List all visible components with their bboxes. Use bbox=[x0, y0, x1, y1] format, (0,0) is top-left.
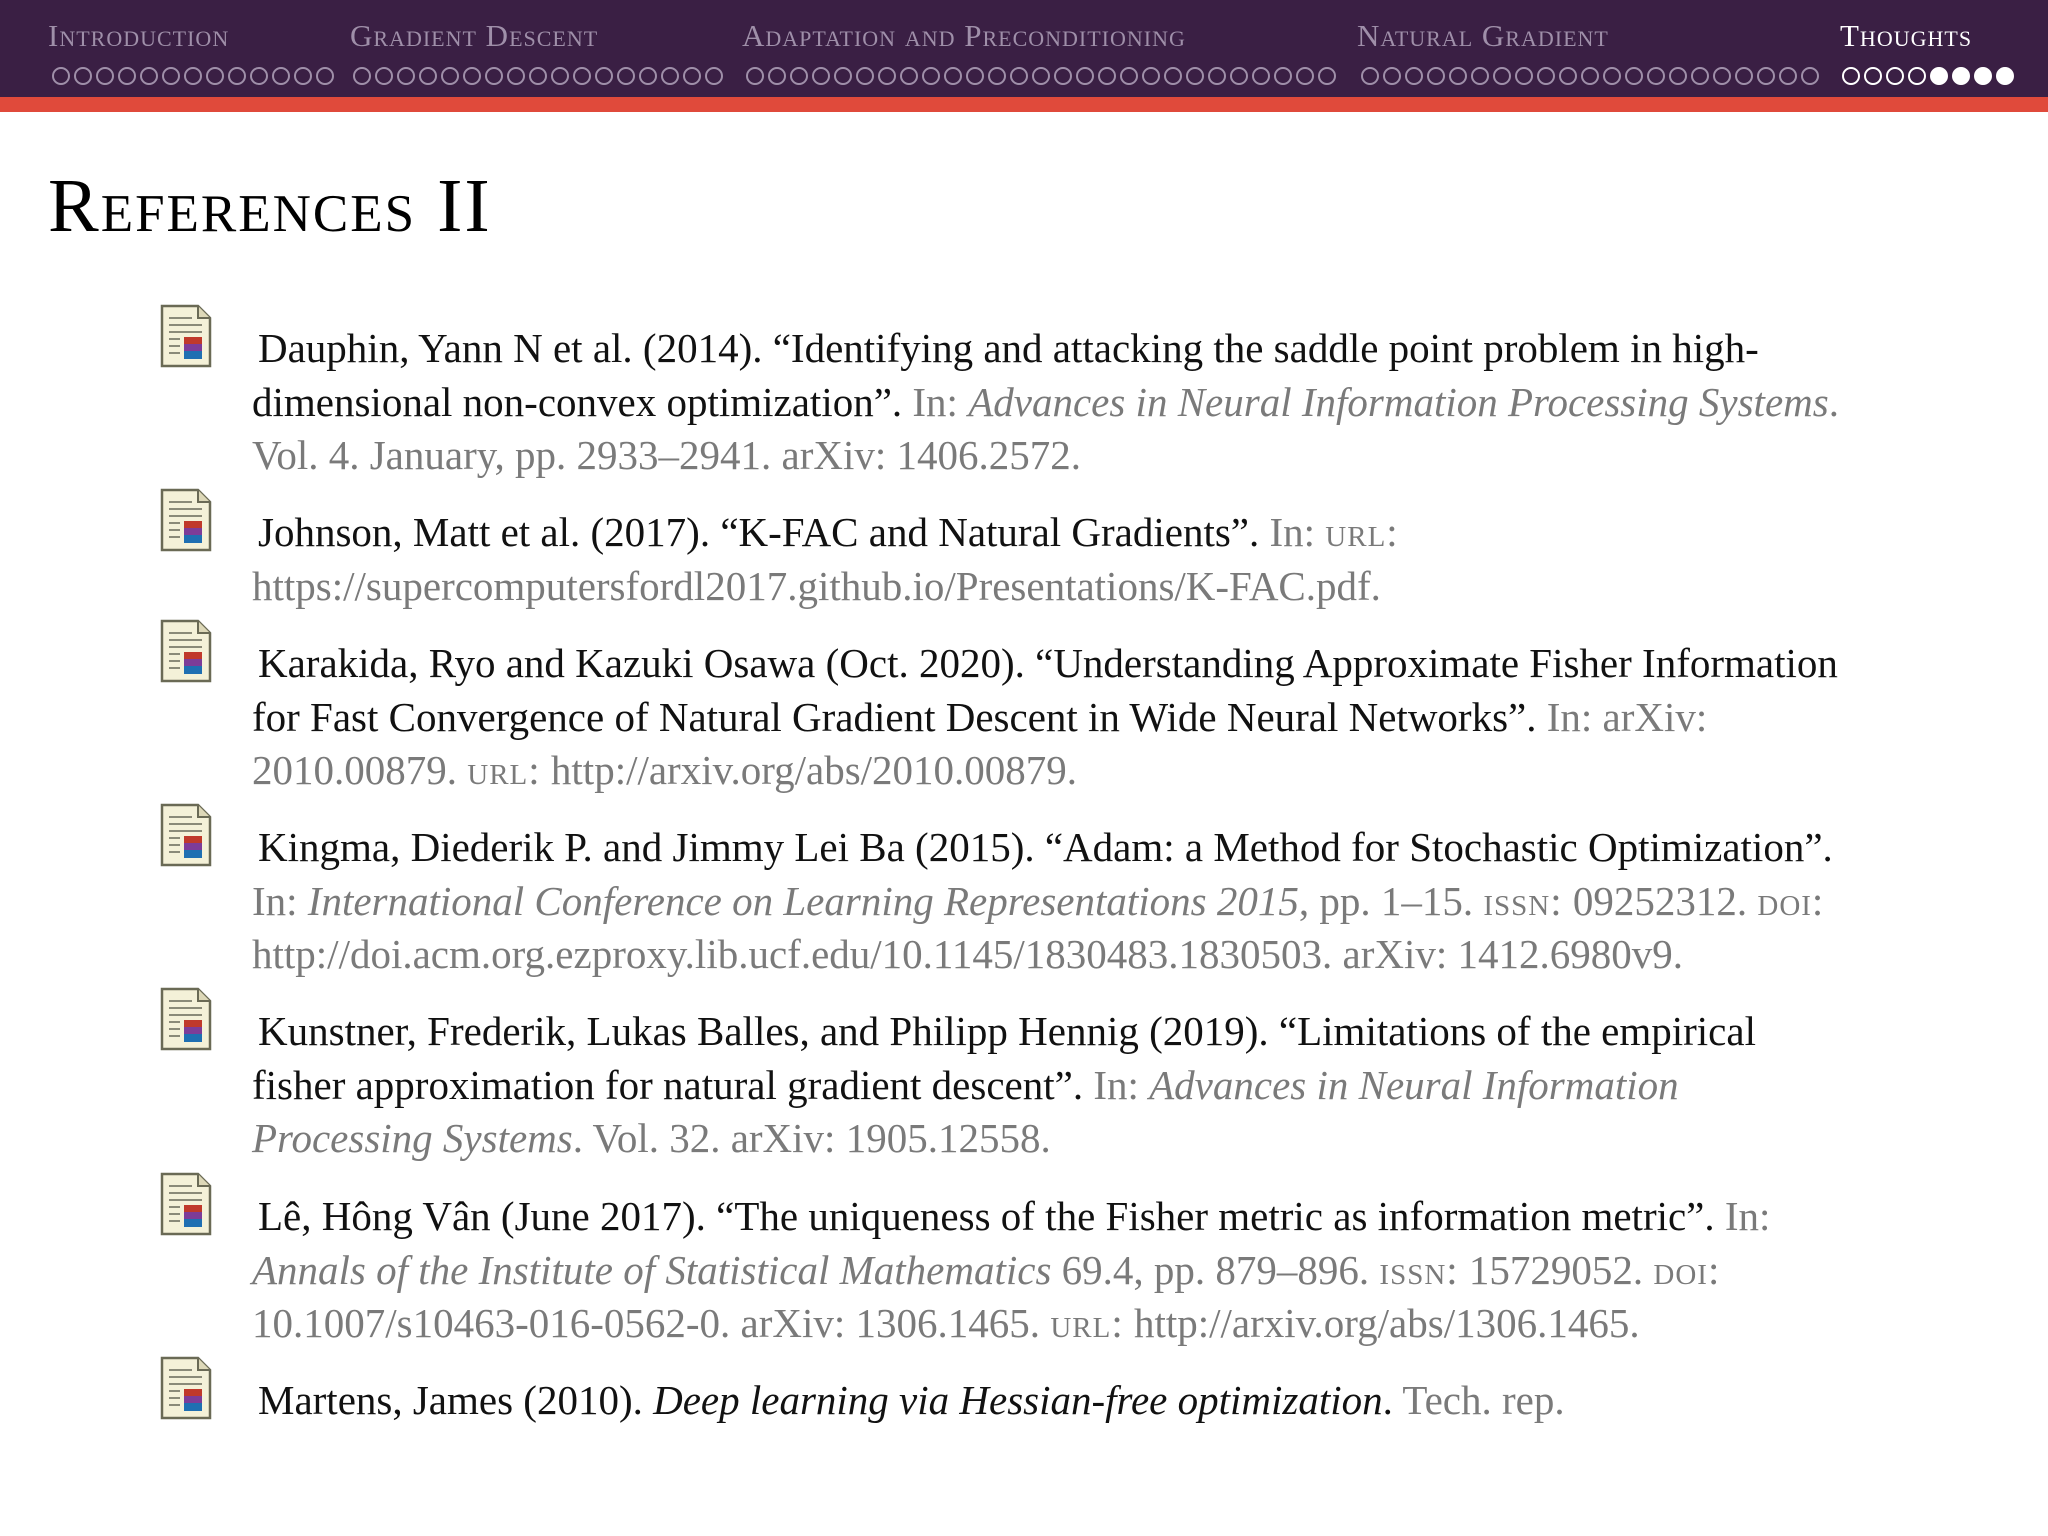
navigation-bar bbox=[0, 0, 2048, 97]
document-icon bbox=[160, 1356, 212, 1420]
nav-dots-thoughts[interactable] bbox=[1842, 67, 2014, 85]
nav-progress-dot[interactable] bbox=[1647, 67, 1665, 85]
nav-progress-dot[interactable] bbox=[1449, 67, 1467, 85]
nav-progress-dot[interactable] bbox=[639, 67, 657, 85]
nav-progress-dot[interactable] bbox=[118, 67, 136, 85]
slide-title: References II bbox=[48, 164, 492, 248]
reference-text: Kunstner, Frederik, Lukas Balles, and Philipp Hennig (2019). “Limitations of the empirical fisher approximation for natural gradient descent”. In: Advances in Neural Information Processing Systems. Vol. 32. arXiv: 1905.12558. bbox=[252, 1008, 1756, 1161]
nav-progress-dot[interactable] bbox=[705, 67, 723, 85]
nav-progress-dot[interactable] bbox=[1208, 67, 1226, 85]
nav-progress-dot[interactable] bbox=[1801, 67, 1819, 85]
nav-progress-dot[interactable] bbox=[294, 67, 312, 85]
nav-progress-dot[interactable] bbox=[1383, 67, 1401, 85]
nav-progress-dot[interactable] bbox=[1537, 67, 1555, 85]
nav-progress-dot[interactable] bbox=[162, 67, 180, 85]
nav-section-gradient-descent[interactable]: Gradient Descent bbox=[350, 18, 599, 53]
nav-progress-dot[interactable] bbox=[900, 67, 918, 85]
nav-section-introduction[interactable]: Introduction bbox=[48, 18, 230, 53]
nav-section-natural-gradient[interactable]: Natural Gradient bbox=[1357, 18, 1609, 53]
nav-progress-dot[interactable] bbox=[944, 67, 962, 85]
nav-progress-dot[interactable] bbox=[1142, 67, 1160, 85]
nav-progress-dot[interactable] bbox=[250, 67, 268, 85]
nav-progress-dot[interactable] bbox=[1669, 67, 1687, 85]
nav-progress-dot[interactable] bbox=[768, 67, 786, 85]
nav-progress-dot[interactable] bbox=[272, 67, 290, 85]
nav-progress-dot[interactable] bbox=[529, 67, 547, 85]
nav-progress-dot[interactable] bbox=[1930, 67, 1948, 85]
nav-progress-dot[interactable] bbox=[441, 67, 459, 85]
reference-doi-link[interactable]: http://doi.acm.org.ezproxy.lib.ucf.edu/10.1145/1830483.1830503. arXiv: 1412.6980v9. bbox=[252, 931, 1684, 977]
document-icon bbox=[160, 304, 212, 368]
nav-progress-dot[interactable] bbox=[1515, 67, 1533, 85]
nav-progress-dot[interactable] bbox=[878, 67, 896, 85]
navbar-accent-divider bbox=[0, 97, 2048, 112]
nav-progress-dot[interactable] bbox=[397, 67, 415, 85]
nav-progress-dot[interactable] bbox=[551, 67, 569, 85]
reference-text: Martens, James (2010). Deep learning via Hessian-free optimization. Tech. rep. bbox=[258, 1377, 1565, 1423]
nav-progress-dot[interactable] bbox=[1603, 67, 1621, 85]
nav-progress-dot[interactable] bbox=[966, 67, 984, 85]
nav-dots-introduction[interactable] bbox=[52, 67, 334, 85]
reference-url-link[interactable]: https://supercomputersfordl2017.github.io/Presentations/K-FAC.pdf bbox=[252, 562, 1371, 609]
nav-progress-dot[interactable] bbox=[96, 67, 114, 85]
nav-progress-dot[interactable] bbox=[1186, 67, 1204, 85]
nav-progress-dot[interactable] bbox=[573, 67, 591, 85]
nav-progress-dot[interactable] bbox=[1974, 67, 1992, 85]
nav-progress-dot[interactable] bbox=[661, 67, 679, 85]
reference-text: Dauphin, Yann N et al. (2014). “Identifying and attacking the saddle point problem in high-dimensional non-convex optimization”. In: Advances in Neural Information Processing Systems. Vol. 4. January, pp. 2933–2941. arXiv: 1406.2572. bbox=[252, 325, 1839, 478]
nav-progress-dot[interactable] bbox=[856, 67, 874, 85]
nav-progress-dot[interactable] bbox=[206, 67, 224, 85]
document-icon bbox=[160, 803, 212, 867]
reference-text: Kingma, Diederik P. and Jimmy Lei Ba (2015). “Adam: a Method for Stochastic Optimization”. In: International Conference on Learning Representations 2015, pp. 1–15. issn: 09252312. doi: http://doi.acm.org.ezproxy.lib.ucf.edu/10.1145/1830483.1830503. arXiv: 1412.6980v9. bbox=[252, 824, 1833, 977]
nav-progress-dot[interactable] bbox=[74, 67, 92, 85]
nav-section-thoughts[interactable]: Thoughts bbox=[1840, 18, 1973, 53]
nav-progress-dot[interactable] bbox=[1471, 67, 1489, 85]
nav-progress-dot[interactable] bbox=[988, 67, 1006, 85]
nav-progress-dot[interactable] bbox=[617, 67, 635, 85]
nav-progress-dot[interactable] bbox=[922, 67, 940, 85]
nav-progress-dot[interactable] bbox=[1864, 67, 1882, 85]
nav-progress-dot[interactable] bbox=[1010, 67, 1028, 85]
nav-progress-dot[interactable] bbox=[1032, 67, 1050, 85]
nav-progress-dot[interactable] bbox=[1361, 67, 1379, 85]
reference-text: Karakida, Ryo and Kazuki Osawa (Oct. 2020). “Understanding Approximate Fisher Information for Fast Convergence of Natural Gradient Descent in Wide Neural Networks”. In: arXiv: 2010.00879. url: http://arxiv.org/abs/2010.00879. bbox=[252, 640, 1838, 793]
document-icon bbox=[160, 987, 212, 1051]
nav-dots-adaptation-and-preconditioning[interactable] bbox=[746, 67, 1336, 85]
nav-progress-dot[interactable] bbox=[419, 67, 437, 85]
nav-progress-dot[interactable] bbox=[790, 67, 808, 85]
nav-dots-natural-gradient[interactable] bbox=[1361, 67, 1819, 85]
nav-progress-dot[interactable] bbox=[1493, 67, 1511, 85]
nav-progress-dot[interactable] bbox=[1318, 67, 1336, 85]
nav-progress-dot[interactable] bbox=[1076, 67, 1094, 85]
nav-progress-dot[interactable] bbox=[1952, 67, 1970, 85]
nav-progress-dot[interactable] bbox=[507, 67, 525, 85]
nav-progress-dot[interactable] bbox=[353, 67, 371, 85]
nav-progress-dot[interactable] bbox=[1886, 67, 1904, 85]
nav-progress-dot[interactable] bbox=[1164, 67, 1182, 85]
nav-progress-dot[interactable] bbox=[1054, 67, 1072, 85]
nav-progress-dot[interactable] bbox=[228, 67, 246, 85]
nav-progress-dot[interactable] bbox=[1713, 67, 1731, 85]
nav-progress-dot[interactable] bbox=[1427, 67, 1445, 85]
nav-progress-dot[interactable] bbox=[812, 67, 830, 85]
nav-progress-dot[interactable] bbox=[1691, 67, 1709, 85]
nav-progress-dot[interactable] bbox=[1908, 67, 1926, 85]
nav-progress-dot[interactable] bbox=[595, 67, 613, 85]
nav-progress-dot[interactable] bbox=[1757, 67, 1775, 85]
nav-progress-dot[interactable] bbox=[1842, 67, 1860, 85]
nav-progress-dot[interactable] bbox=[683, 67, 701, 85]
reference-text: Lê, Hông Vân (June 2017). “The uniqueness of the Fisher metric as information metric”. In: Annals of the Institute of Statistical Mathematics 69.4, pp. 879–896. issn: 15729052. doi: 10.1007/s10463-016-0562-0. arXiv: 1306.1465. url: http://arxiv.org/abs/1306.1465. bbox=[252, 1193, 1771, 1346]
nav-progress-dot[interactable] bbox=[746, 67, 764, 85]
nav-progress-dot[interactable] bbox=[1735, 67, 1753, 85]
nav-progress-dot[interactable] bbox=[463, 67, 481, 85]
nav-dots-gradient-descent[interactable] bbox=[353, 67, 723, 85]
nav-progress-dot[interactable] bbox=[1252, 67, 1270, 85]
document-icon bbox=[160, 1172, 212, 1236]
nav-progress-dot[interactable] bbox=[1625, 67, 1643, 85]
nav-progress-dot[interactable] bbox=[1559, 67, 1577, 85]
nav-progress-dot[interactable] bbox=[1581, 67, 1599, 85]
nav-progress-dot[interactable] bbox=[184, 67, 202, 85]
document-icon bbox=[160, 488, 212, 552]
nav-progress-dot[interactable] bbox=[1405, 67, 1423, 85]
nav-progress-dot[interactable] bbox=[1996, 67, 2014, 85]
nav-progress-dot[interactable] bbox=[1779, 67, 1797, 85]
nav-progress-dot[interactable] bbox=[52, 67, 70, 85]
nav-progress-dot[interactable] bbox=[1230, 67, 1248, 85]
nav-section-adaptation-and-preconditioning[interactable]: Adaptation and Preconditioning bbox=[742, 18, 1186, 53]
nav-progress-dot[interactable] bbox=[1296, 67, 1314, 85]
nav-progress-dot[interactable] bbox=[485, 67, 503, 85]
nav-progress-dot[interactable] bbox=[1098, 67, 1116, 85]
nav-progress-dot[interactable] bbox=[1274, 67, 1292, 85]
nav-progress-dot[interactable] bbox=[834, 67, 852, 85]
nav-progress-dot[interactable] bbox=[140, 67, 158, 85]
reference-url-link[interactable]: http://arxiv.org/abs/2010.00879 bbox=[550, 747, 1067, 793]
nav-progress-dot[interactable] bbox=[375, 67, 393, 85]
document-icon bbox=[160, 619, 212, 683]
reference-text: Johnson, Matt et al. (2017). “K-FAC and Natural Gradients”. In: url: https://supercomputersfordl2017.github.io/Presentations/K-FAC.pdf. bbox=[252, 509, 1399, 609]
nav-progress-dot[interactable] bbox=[316, 67, 334, 85]
reference-url-link[interactable]: http://arxiv.org/abs/1306.1465 bbox=[1133, 1300, 1630, 1346]
nav-progress-dot[interactable] bbox=[1120, 67, 1138, 85]
